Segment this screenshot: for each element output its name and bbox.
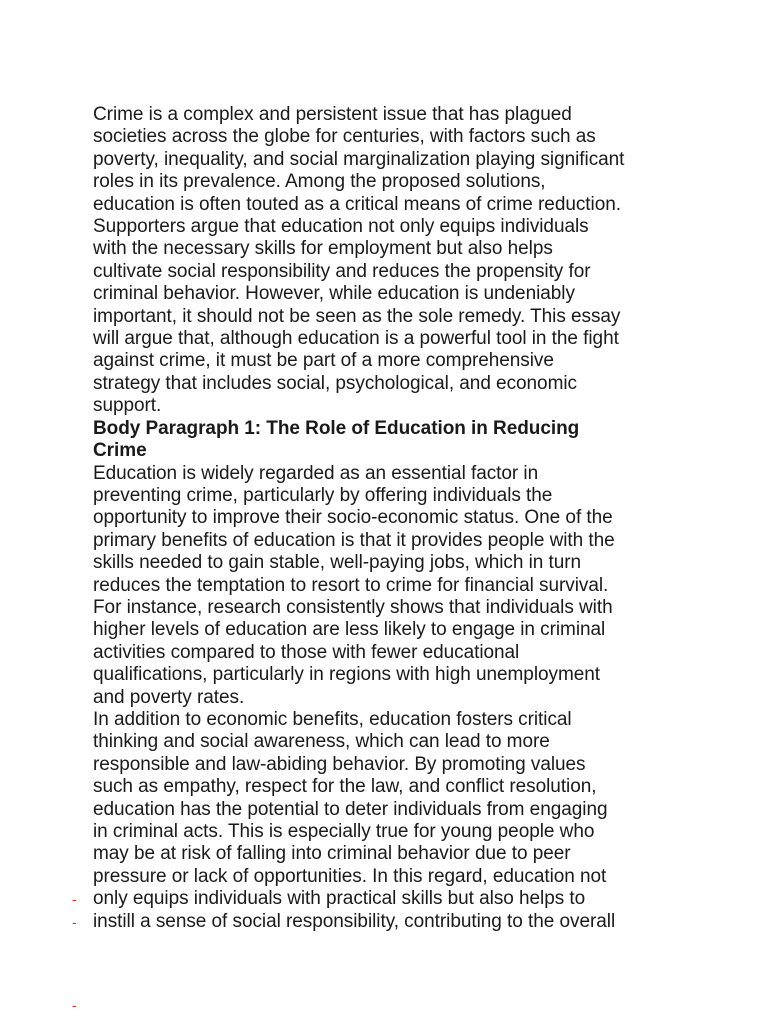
heading-line: Body Paragraph 1: The Role of Education in Reducing xyxy=(93,417,580,439)
essay-body xyxy=(93,104,683,933)
text-line: Crime is a complex and persistent issue that has plagued xyxy=(93,104,572,125)
text-line: important, it should not be seen as the sole remedy. This essay xyxy=(93,305,621,327)
text-line: against crime, it must be part of a more comprehensive xyxy=(93,350,554,372)
text-line: thinking and social awareness, which can lead to more xyxy=(93,731,550,753)
text-line: In addition to economic benefits, education fosters critical xyxy=(93,708,572,730)
text-line: For instance, research consistently shows that individuals with xyxy=(93,596,613,618)
text-line: Education is widely regarded as an essential factor in xyxy=(93,462,539,484)
text-line: may be at risk of falling into criminal behavior due to peer xyxy=(93,843,571,865)
text-line: pressure or lack of opportunities. In this regard, education not xyxy=(93,865,607,887)
heading-line: Crime xyxy=(93,440,147,462)
intro-paragraph xyxy=(93,104,683,418)
change-marker: - xyxy=(72,914,77,930)
text-line: primary benefits of education is that it provides people with the xyxy=(93,529,615,551)
text-line: education has the potential to deter individuals from engaging xyxy=(93,798,608,820)
text-line: such as empathy, respect for the law, and conflict resolution, xyxy=(93,776,597,798)
text-line: higher levels of education are less likely to engage in criminal xyxy=(93,619,606,641)
text-line: activities compared to those with fewer educational xyxy=(93,641,520,663)
text-line: societies across the globe for centuries, with factors such as xyxy=(93,126,596,148)
text-line: Supporters argue that education not only equips individuals xyxy=(93,216,589,238)
text-line: in criminal acts. This is especially true for young people who xyxy=(93,821,595,842)
body-paragraph-1 xyxy=(93,463,683,709)
text-line: with the necessary skills for employment but also helps xyxy=(93,238,553,260)
text-line: education is often touted as a critical means of crime reduction. xyxy=(93,193,621,215)
change-marker: - xyxy=(72,891,77,907)
text-line: cultivate social responsibility and reduces the propensity for xyxy=(93,260,591,282)
text-line: support. xyxy=(93,395,162,417)
text-line: opportunity to improve their socio-economic status. One of the xyxy=(93,507,613,529)
text-line: will argue that, although education is a powerful tool in the fight xyxy=(93,328,619,350)
text-line: strategy that includes social, psychological, and economic xyxy=(93,372,577,394)
text-line: only equips individuals with practical skills but also helps to xyxy=(93,888,586,910)
text-line: reduces the temptation to resort to crime for financial survival. xyxy=(93,574,609,596)
change-marker: - xyxy=(72,997,77,1013)
text-line: responsible and law-abiding behavior. By promoting values xyxy=(93,753,586,775)
text-line: criminal behavior. However, while education is undeniably xyxy=(93,283,575,305)
text-line: preventing crime, particularly by offering individuals the xyxy=(93,484,553,506)
text-line: poverty, inequality, and social marginalization playing significant xyxy=(93,148,625,170)
body-paragraph-2 xyxy=(93,709,683,933)
text-line: instill a sense of social responsibility, contributing to the overall xyxy=(93,910,616,932)
section-heading xyxy=(93,418,683,463)
text-line: skills needed to gain stable, well-paying jobs, which in turn xyxy=(93,552,582,574)
text-line: and poverty rates. xyxy=(93,686,245,708)
text-line: roles in its prevalence. Among the proposed solutions, xyxy=(93,171,546,193)
text-line: qualifications, particularly in regions with high unemployment xyxy=(93,664,600,686)
